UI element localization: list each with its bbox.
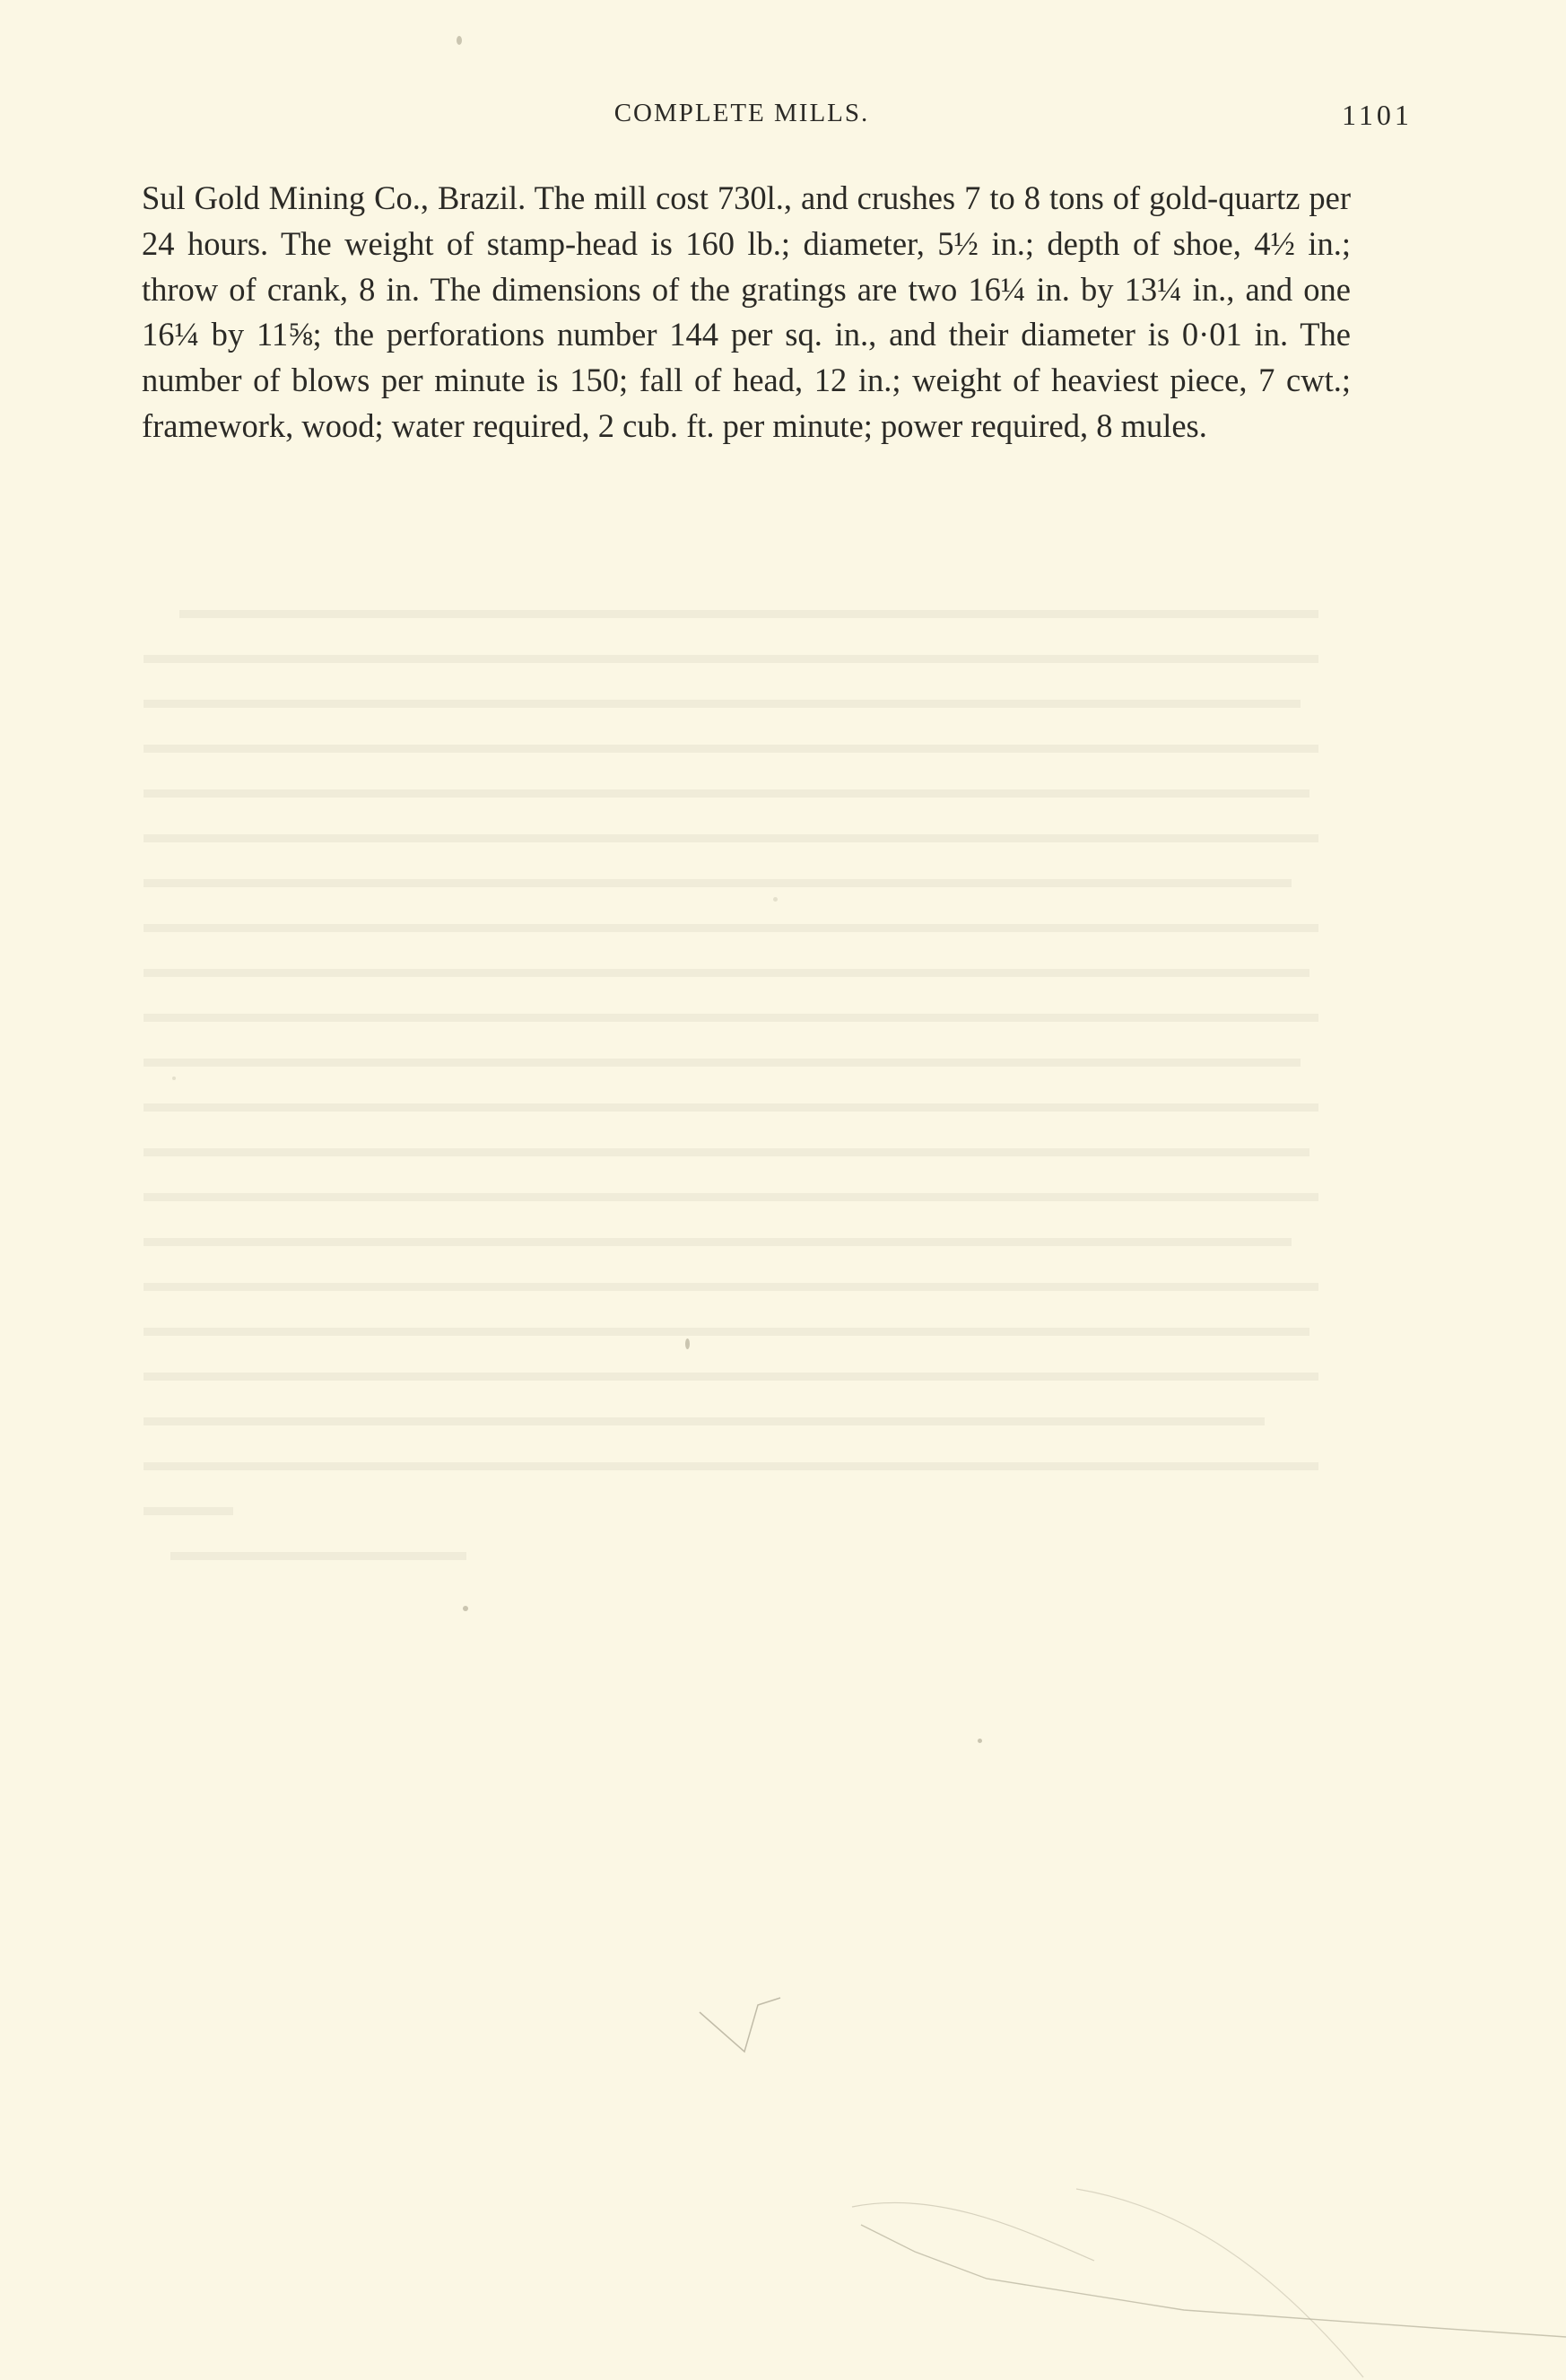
page-number: 1101 [1342,99,1413,131]
show-through-lines [144,592,1354,1624]
paper-speck [172,1077,176,1080]
show-through-texture [144,592,1354,1624]
paper-speck [978,1739,982,1743]
paper-speck [685,1338,690,1349]
paper-speck [463,1606,468,1611]
body-text [142,176,1351,449]
body-paragraph: Sul Gold Mining Co., Brazil. The mill cost 730l., and crushes 7 to 8 tons of gold-quartz per 24 hours. The weight of stamp-head is 160 lb.; diameter, 5½ in.; depth of shoe, 4½ in.; throw of crank, 8 in. The dimensions of the gratings are two 16¼ in. by 13¼ in., and one 16¼ by 11⅝; the perforations number 144 per sq. in., and their diameter is 0·01 in. The number of blows per minute is 150; fall of head, 12 in.; weight of heaviest piece, 7 cwt.; framework, wood; water required, 2 cub. ft. per minute; power required, 8 mules. [142,179,1351,444]
pencil-scratch [807,2135,1566,2380]
running-head [142,99,1413,135]
pencil-scratch [691,1996,798,2095]
paper-speck [457,36,462,45]
running-title: COMPLETE MILLS. [613,99,870,127]
paper-speck [773,897,778,902]
